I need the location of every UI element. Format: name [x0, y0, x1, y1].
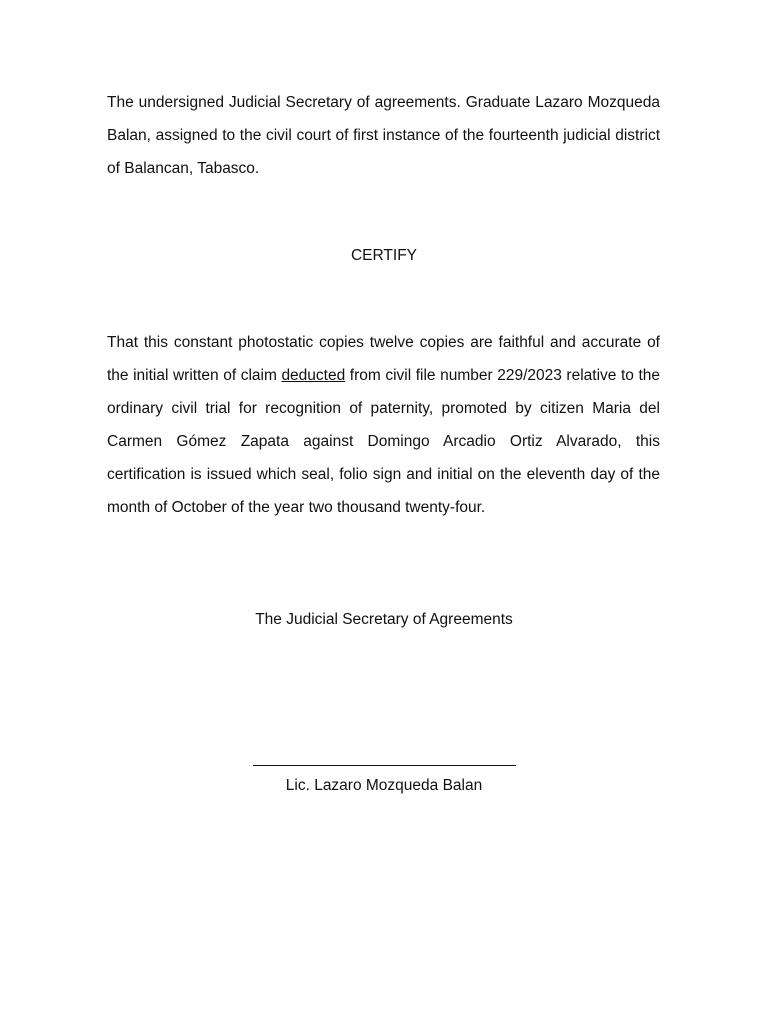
- signature-block: [0, 751, 768, 797]
- signature-line: [253, 751, 516, 766]
- body-text-end: from civil file number 229/2023 relative to the ordinary civil trial for recognition of paternity, promoted by citizen Maria del Carmen Gómez Zapata against Domingo Arcadio Ortiz Alvarado, this certification is issued which seal, folio sign and initial on the eleventh day of the month of October of the year two thousand twenty-four.: [107, 367, 660, 516]
- intro-paragraph: The undersigned Judicial Secretary of agreements. Graduate Lazaro Mozqueda Balan, assigned to the civil court of first instance of the fourteenth judicial district of Balancan, Tabasco.: [107, 94, 660, 177]
- signatory-name: Lic. Lazaro Mozqueda Balan: [285, 777, 483, 794]
- body-text-start: That this constant photostatic copies twelve copies are faithful and accurate of the initial written of claim: [107, 334, 660, 384]
- underlined-word: deducted: [281, 367, 346, 384]
- certify-heading: CERTIFY: [350, 247, 418, 264]
- certification-body-paragraph: [107, 326, 660, 524]
- closing-title: The Judicial Secretary of Agreements: [255, 611, 513, 628]
